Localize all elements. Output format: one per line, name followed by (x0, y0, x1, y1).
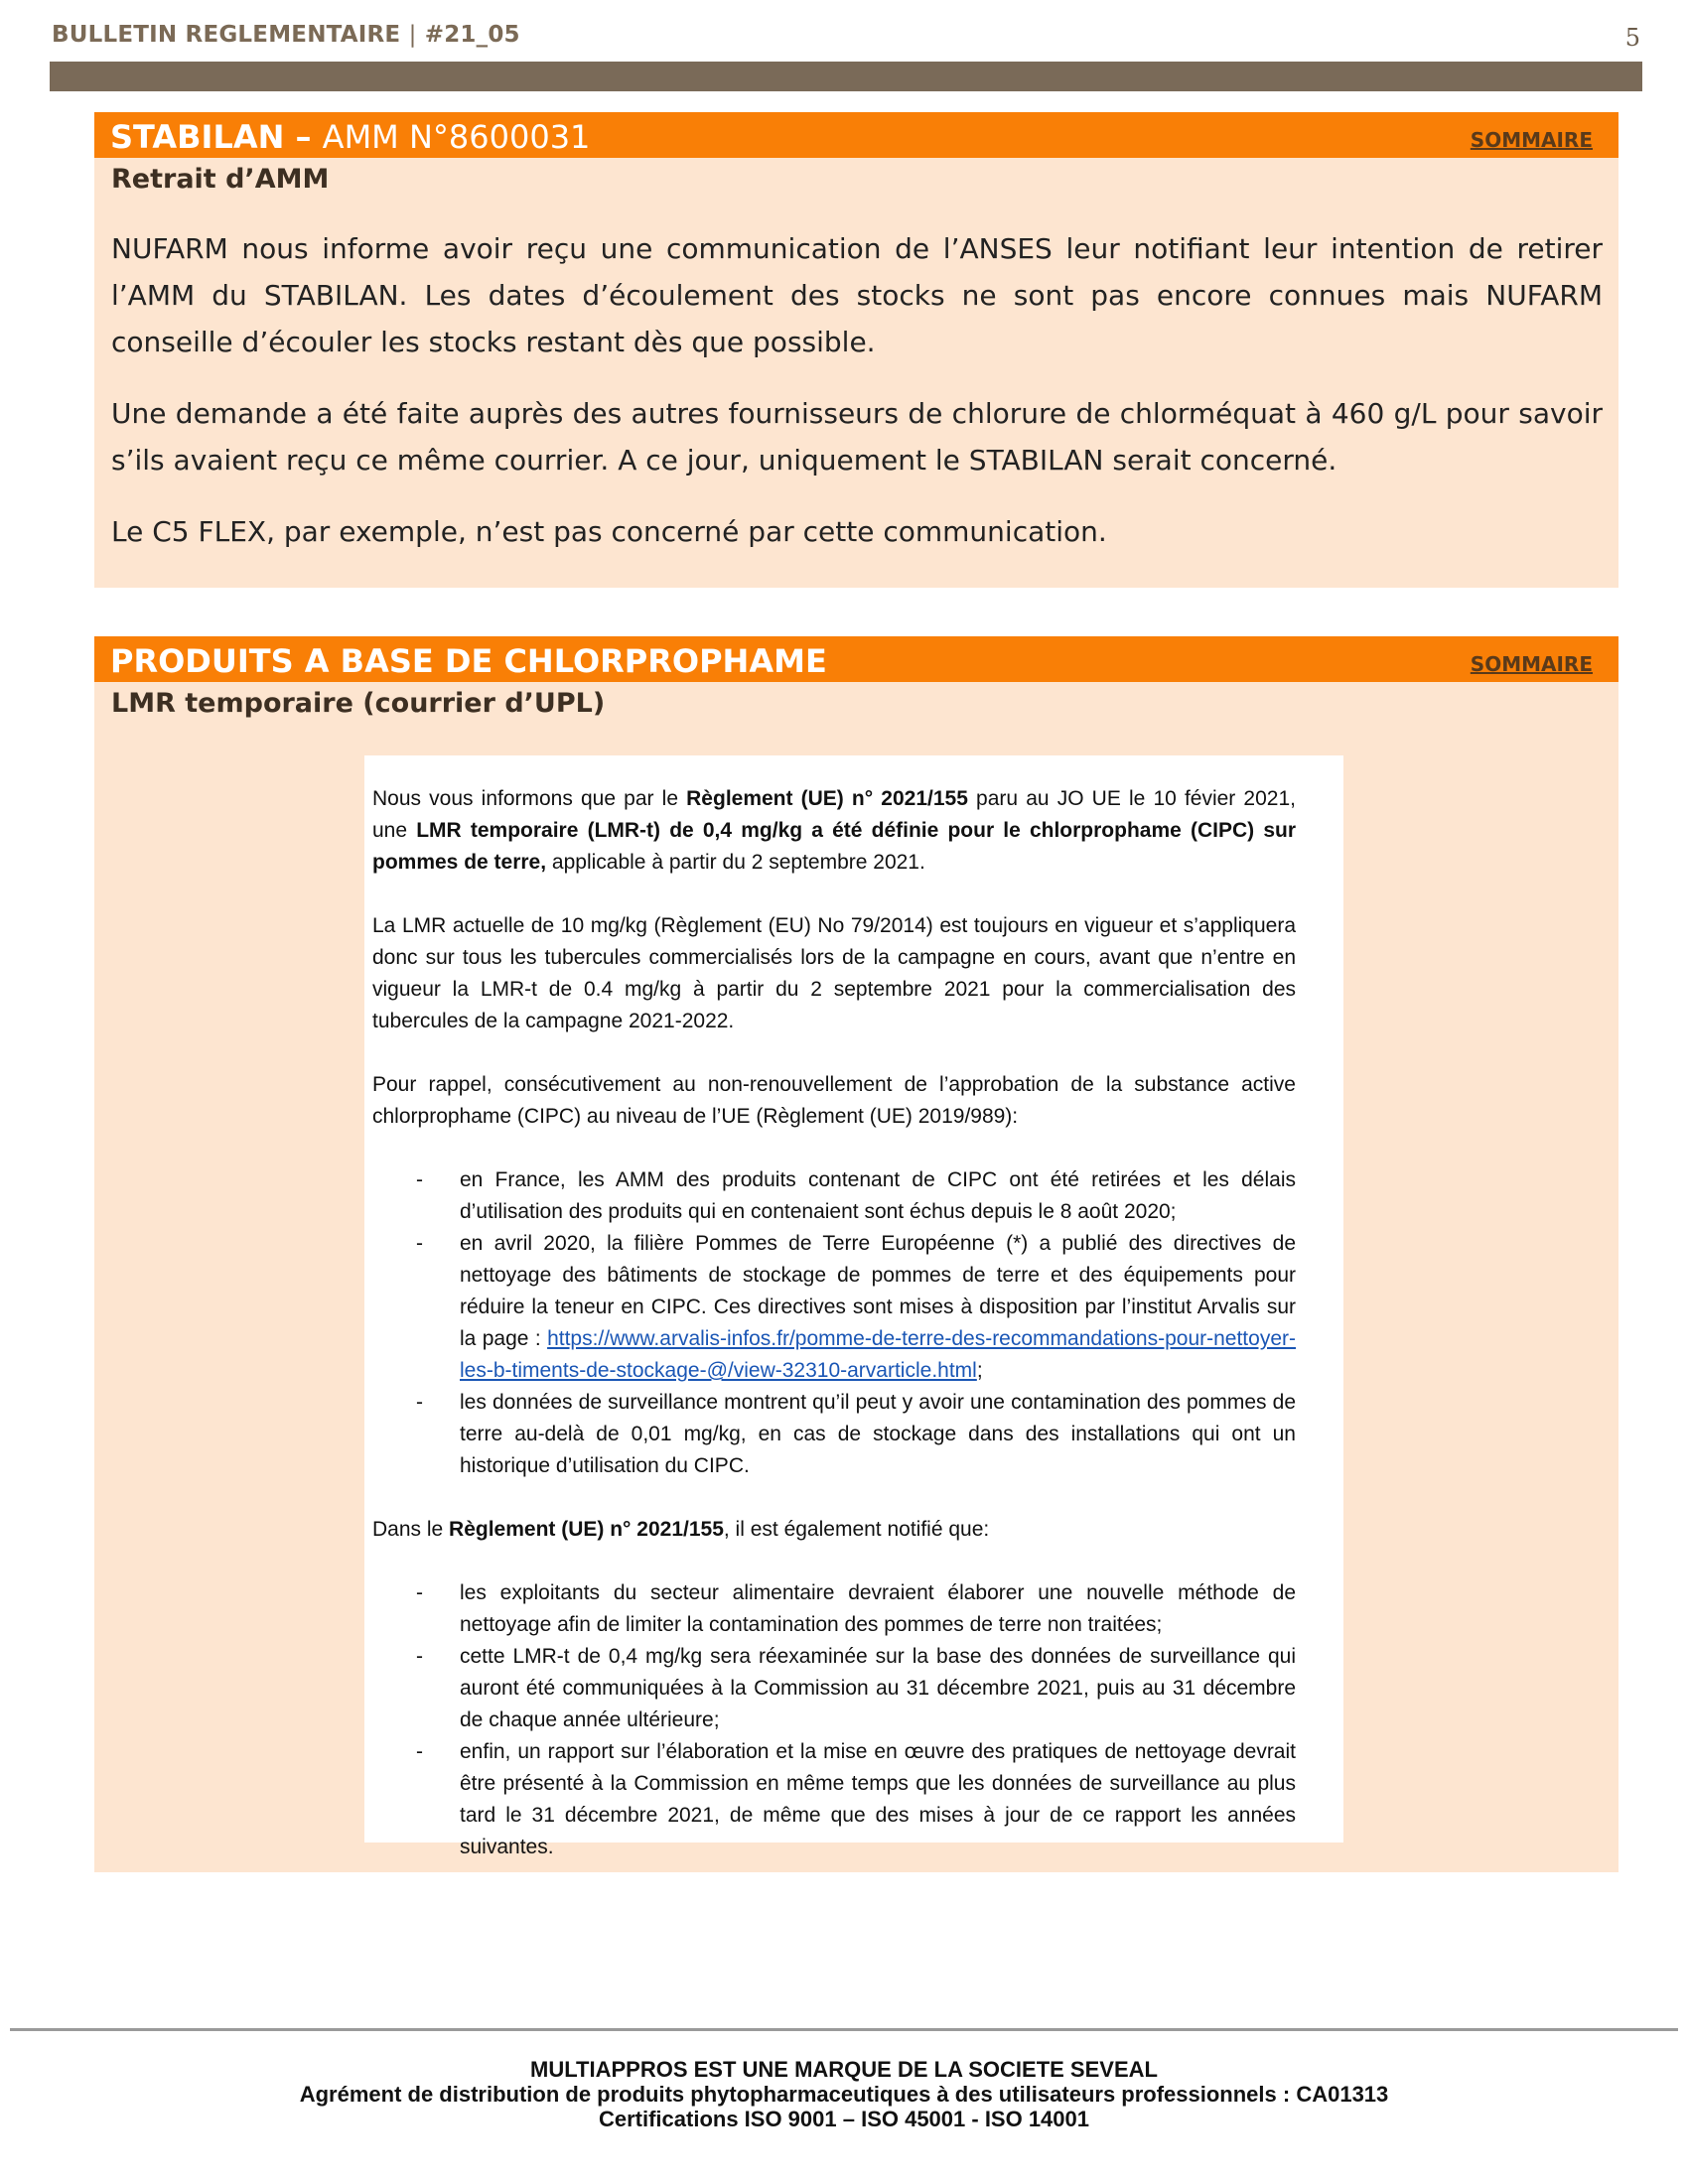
arvalis-link[interactable]: https://www.arvalis-infos.fr/pomme-de-terre-des-recommandations-pour-nettoyer-les-b-timents-de-stockage-@/view-32310-arvarticle.html (460, 1327, 1296, 1382)
page-footer (0, 2057, 1688, 2131)
bulletin-issue: #21_05 (424, 22, 520, 48)
section-stabilan (94, 112, 1618, 588)
paragraph: NUFARM nous informe avoir reçu une communication de l’ANSES leur notifiant leur intention de retirer l’AMM du STABILAN. Les dates d’écoulement des stocks ne sont pas encore connues mais NUFARM conseille d’écouler les stocks restant dès que possible. (111, 232, 1603, 358)
paragraph: Une demande a été faite auprès des autres fournisseurs de chlorure de chlorméquat à 460 g/L pour savoir s’ils avaient reçu ce même courrier. A ce jour, uniquement le STABILAN serait concerné. (111, 397, 1603, 477)
upl-letter-excerpt (364, 755, 1343, 1858)
bullet-list (372, 1164, 1296, 1482)
section-subtitle: LMR temporaire (courrier d’UPL) (111, 688, 606, 719)
text-run: applicable à partir du 2 septembre 2021. (546, 851, 925, 874)
page-number: 5 (1624, 24, 1640, 52)
list-item: - les données de surveillance montrent qu’il peut y avoir une contamination des pommes de terre au-delà de 0,01 mg/kg, en cas de stockage dans des installations qui ont un historique d’utilisation du CIPC. (372, 1387, 1296, 1482)
footer-certifications-line: Certifications ISO 9001 – ISO 45001 - ISO 14001 (598, 2107, 1090, 2131)
text-run: ; (976, 1359, 983, 1382)
text-run: paru au JO UE le 10 févier 2021, une (372, 787, 1296, 842)
header-divider-bar (50, 62, 1642, 91)
bulletin-name: BULLETIN REGLEMENTAIRE (52, 22, 401, 48)
letter-paragraph: Pour rappel, consécutivement au non-renouvellement de l’approbation de la substance active chlorprophame (CIPC) au niveau de l’UE (Règlement (UE) 2019/989): (372, 1073, 1296, 1128)
list-item (372, 1228, 1296, 1387)
section-title-text: PRODUITS A BASE DE CHLORPROPHAME (110, 642, 827, 680)
section-title-bar (94, 636, 1618, 682)
amm-number: AMM N°8600031 (322, 118, 591, 156)
section-title (110, 642, 827, 680)
text-run: en avril 2020, la filière Pommes de Terre Européenne (*) a publié des directives de nettoyage des bâtiments de stockage de pommes de terre et des équipements pour réduire la teneur en CIPC. Ces directives sont mises à disposition par l’institut Arvalis sur la page : (460, 1232, 1296, 1350)
title-dash: – (284, 118, 323, 156)
product-name: STABILAN (110, 118, 285, 156)
letter-paragraph (372, 783, 1296, 879)
letter-paragraph: La LMR actuelle de 10 mg/kg (Règlement (EU) No 79/2014) est toujours en vigueur et s’appliquera donc sur tous les tubercules commercialisés lors de la campagne en cours, avant que n’entre en vigueur la LMR-t de 0.4 mg/kg à partir du 2 septembre 2021 pour la commercialisation des tubercules de la campagne 2021-2022. (372, 914, 1296, 1032)
text-run: Dans le (372, 1518, 450, 1541)
regulation-reference: Règlement (UE) n° 2021/155 (449, 1518, 724, 1541)
sommaire-link[interactable]: SOMMAIRE (1470, 128, 1593, 152)
lmr-definition: LMR temporaire (LMR-t) de 0,4 mg/kg a été définie pour le chlorprophame (CIPC) sur pommes de terre, (372, 819, 1296, 874)
list-item: - les exploitants du secteur alimentaire devraient élaborer une nouvelle méthode de nettoyage afin de limiter la contamination des pommes de terre non traitées; (372, 1577, 1296, 1641)
section-chlorprophame (94, 636, 1618, 1872)
regulation-reference: Règlement (UE) n° 2021/155 (686, 787, 968, 810)
list-item: - cette LMR-t de 0,4 mg/kg sera réexaminée sur la base des données de surveillance qui auront été communiquées à la Commission au 31 décembre 2021, puis au 31 décembre de chaque année ultérieure; (372, 1641, 1296, 1736)
letter-paragraph (372, 1514, 1296, 1546)
footer-company-line: MULTIAPPROS EST UNE MARQUE DE LA SOCIETE SEVEAL (530, 2057, 1158, 2082)
section-title-bar (94, 112, 1618, 158)
bulletin-title (52, 22, 520, 48)
sommaire-link[interactable]: SOMMAIRE (1470, 652, 1593, 676)
section-subtitle: Retrait d’AMM (111, 164, 330, 195)
footer-agreement-line: Agrément de distribution de produits phytopharmaceutiques à des utilisateurs professionnels : CA01313 (299, 2082, 1389, 2107)
header-separator: | (408, 22, 417, 48)
section-title (110, 118, 590, 156)
list-item: - enfin, un rapport sur l’élaboration et la mise en œuvre des pratiques de nettoyage devrait être présenté à la Commission en même temps que les données de surveillance au plus tard le 31 décembre 2021, de même que des mises à jour de ce rapport les années suivantes. (372, 1736, 1296, 1863)
footer-divider (10, 2028, 1678, 2031)
text-run: Nous vous informons que par le (372, 787, 687, 810)
section-body (94, 202, 1618, 555)
list-item: - en France, les AMM des produits contenant de CIPC ont été retirées et les délais d’utilisation des produits qui en contenaient sont échus depuis le 8 août 2020; (372, 1164, 1296, 1228)
page-header (52, 22, 1640, 58)
text-run: , il est également notifié que: (723, 1518, 990, 1541)
bullet-list (372, 1577, 1296, 1863)
paragraph: Le C5 FLEX, par exemple, n’est pas concerné par cette communication. (111, 515, 1107, 548)
